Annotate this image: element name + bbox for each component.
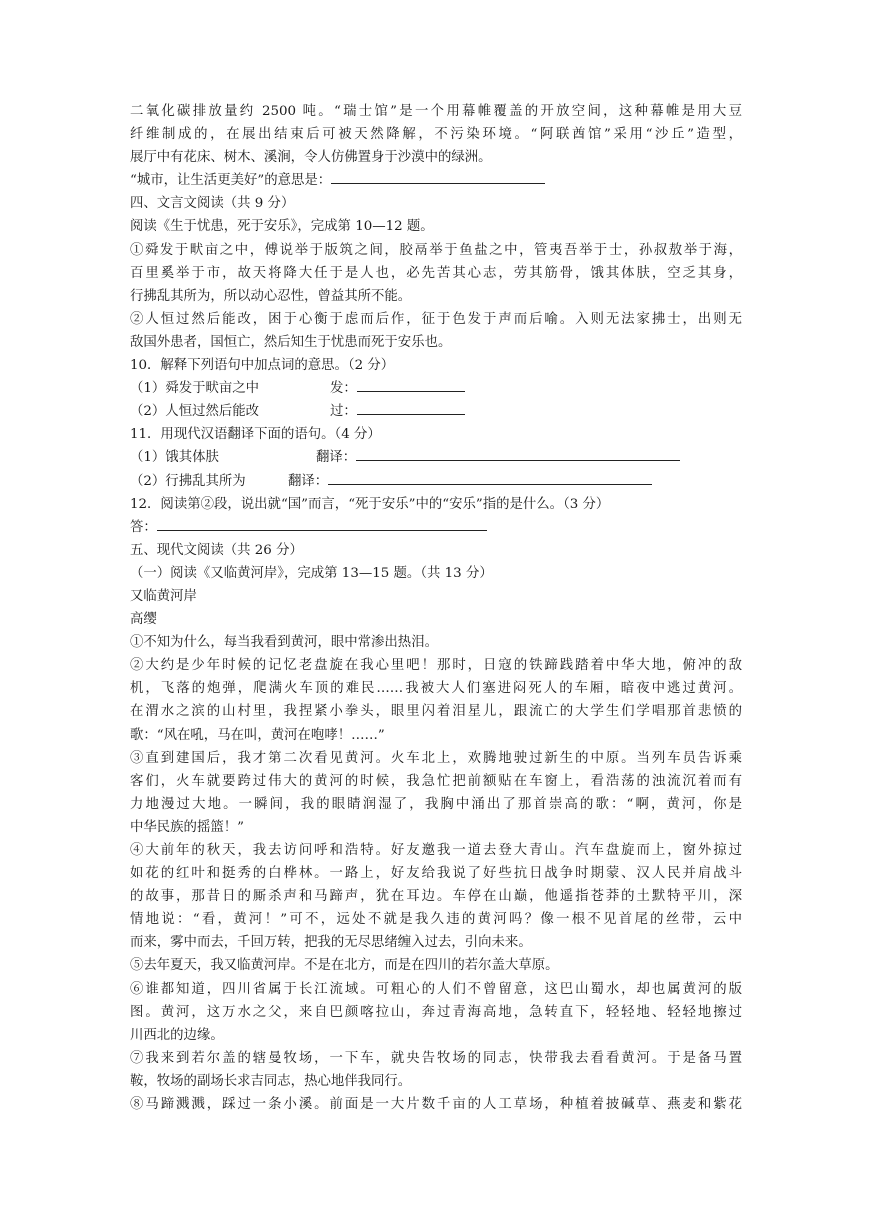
article-para-line: 川西北的边缘。 [130, 1027, 224, 1043]
intro-question-text: “城市，让生活更美好”的意思是： [130, 173, 332, 189]
q11-sentence: （1）饿其体肤 [130, 450, 219, 466]
q11-title: 11．用现代汉语翻译下面的语句。（4 分） [130, 427, 381, 443]
section5-heading: 五、现代文阅读（共 26 分） [130, 542, 303, 558]
classical-para1-line: ①舜发于畎亩之中，傅说举于版筑之间，胶鬲举于鱼盐之中，管夷吾举于士，孙叔敖举于海， [130, 242, 742, 258]
article-para-line: ⑥谁都知道，四川省属于长江流域。可粗心的人们不曾留意，这巴山蜀水，却也属黄河的版 [130, 981, 742, 997]
article-para-line: 中华民族的摇篮！” [130, 819, 244, 835]
q10-label: 发： [330, 381, 357, 397]
q10-sentence: （1）舜发于畎亩之中 [130, 381, 260, 397]
q11-sentence: （2）行拂乱其所为 [130, 473, 246, 489]
q10-title: 10．解释下列语句中加点词的意思。（2 分） [130, 358, 395, 374]
article-para-line: ⑧马蹄溅溅，踩过一条小溪。前面是一大片数千亩的人工草场，种植着披碱草、燕麦和紫花 [130, 1097, 742, 1113]
q10-label: 过： [330, 404, 357, 420]
article-para-line: 歌：“风在吼，马在叫，黄河在咆哮！……” [130, 727, 385, 743]
intro-question [130, 169, 742, 192]
article-para-line: 如花的红叶和挺秀的白桦林。一路上，好友给我说了好些抗日战争时期蒙、汉人民并肩战斗 [130, 866, 742, 882]
section5-subheading: （一）阅读《又临黄河岸》，完成第 13—15 题。（共 13 分） [130, 565, 493, 581]
classical-para2-line: ②人恒过然后能改，困于心衡于虑而后作，征于色发于声而后喻。入则无法家拂士，出则无 [130, 311, 742, 327]
q12-answer [130, 516, 742, 539]
intro-line: 展厅中有花床、树木、溪涧，令人仿佛置身于沙漠中的绿洲。 [130, 150, 492, 166]
q11-label: 翻译： [316, 450, 357, 466]
article-author: 高缨 [130, 612, 157, 628]
classical-para1-line: 百里奚举于市，故天将降大任于是人也，必先苦其心志，劳其筋骨，饿其体肤，空乏其身， [130, 265, 742, 281]
q10-sentence: （2）人恒过然后能改 [130, 404, 260, 420]
answer-blank[interactable] [357, 401, 465, 415]
q12-answer-label: 答： [130, 519, 157, 535]
q11-item [130, 446, 742, 469]
article-para-line: ①不知为什么，每当我看到黄河，眼中常渗出热泪。 [130, 635, 438, 651]
answer-blank[interactable] [328, 471, 652, 485]
section4-instruction: 阅读《生于忧患，死于安乐》，完成第 10—12 题。 [130, 219, 434, 235]
article-para-line: 的故事，那昔日的厮杀声和马蹄声，犹在耳边。车停在山巅，他遥指苍莽的土默特平川，深 [130, 889, 742, 905]
article-para-line: 鞍，牧场的副场长求吉同志，热心地伴我同行。 [130, 1073, 412, 1089]
article-para-line: 图。黄河，这万水之父，来自巴颜喀拉山，奔过青海高地，急转直下，轻轻地、轻轻地擦过 [130, 1004, 742, 1020]
answer-blank[interactable] [357, 378, 465, 392]
article-para-line: ⑦我来到若尔盖的辖曼牧场，一下车，就央告牧场的同志，快带我去看看黄河。于是备马置 [130, 1050, 742, 1066]
article-para-line: 而来，雾中而去，千回万转，把我的无尽思绪缠入过去，引向未来。 [130, 935, 532, 951]
article-para-line: 情地说：“看，黄河！”可不，远处不就是我久违的黄河吗？像一根不见首尾的丝带，云中 [130, 912, 742, 928]
article-para-line: 机，飞落的炮弹，爬满火车顶的难民……我被大人们塞进闷死人的车厢，暗夜中逃过黄河。 [130, 681, 742, 697]
article-para-line: 客们，火车就要跨过伟大的黄河的时候，我急忙把前额贴在车窗上，看浩荡的浊流沉着而有 [130, 773, 742, 789]
q10-item [130, 400, 742, 423]
article-para-line: ③直到建国后，我才第二次看见黄河。火车北上，欢腾地驶过新生的中原。当列车员告诉乘 [130, 750, 742, 766]
q10-item [130, 377, 742, 400]
article-para-line: ⑤去年夏天，我又临黄河岸。不是在北方，而是在四川的若尔盖大草原。 [130, 958, 559, 974]
classical-para1-line: 行拂乱其所为，所以动心忍性，曾益其所不能。 [130, 288, 412, 304]
article-para-line: ②大约是少年时候的记忆老盘旋在我心里吧！那时，日寇的铁蹄践踏着中华大地，俯冲的敌 [130, 658, 742, 674]
article-para-line: 在渭水之滨的山村里，我捏紧小拳头，眼里闪着泪星儿，跟流亡的大学生们学唱那首悲愤的 [130, 704, 742, 720]
article-para-line: 力地漫过大地。一瞬间，我的眼睛润湿了，我胸中涌出了那首崇高的歌：“啊，黄河，你是 [130, 796, 742, 812]
answer-blank[interactable] [331, 170, 545, 184]
intro-line: 纤维制成的，在展出结束后可被天然降解，不污染环境。“阿联酋馆”采用“沙丘”造型， [130, 127, 742, 143]
intro-line: 二氧化碳排放量约 2500 吨。“瑞士馆”是一个用幕帷覆盖的开放空间，这种幕帷是用大豆 [130, 104, 742, 119]
q11-label: 翻译： [288, 473, 329, 489]
answer-blank[interactable] [356, 447, 680, 461]
q11-item [130, 470, 742, 493]
answer-blank[interactable] [157, 517, 487, 531]
section4-heading: 四、文言文阅读（共 9 分） [130, 196, 295, 212]
q12-title: 12．阅读第②段，说出就“国”而言，“死于安乐”中的“安乐”指的是什么。（3 分） [130, 496, 610, 512]
document-page [130, 100, 742, 1116]
classical-para2-line: 敌国外患者，国恒亡，然后知生于忧患而死于安乐也。 [130, 334, 452, 350]
article-para-line: ④大前年的秋天，我去访问呼和浩特。好友邀我一道去登大青山。汽车盘旋而上，窗外掠过 [130, 843, 742, 858]
article-title: 又临黄河岸 [130, 588, 197, 604]
